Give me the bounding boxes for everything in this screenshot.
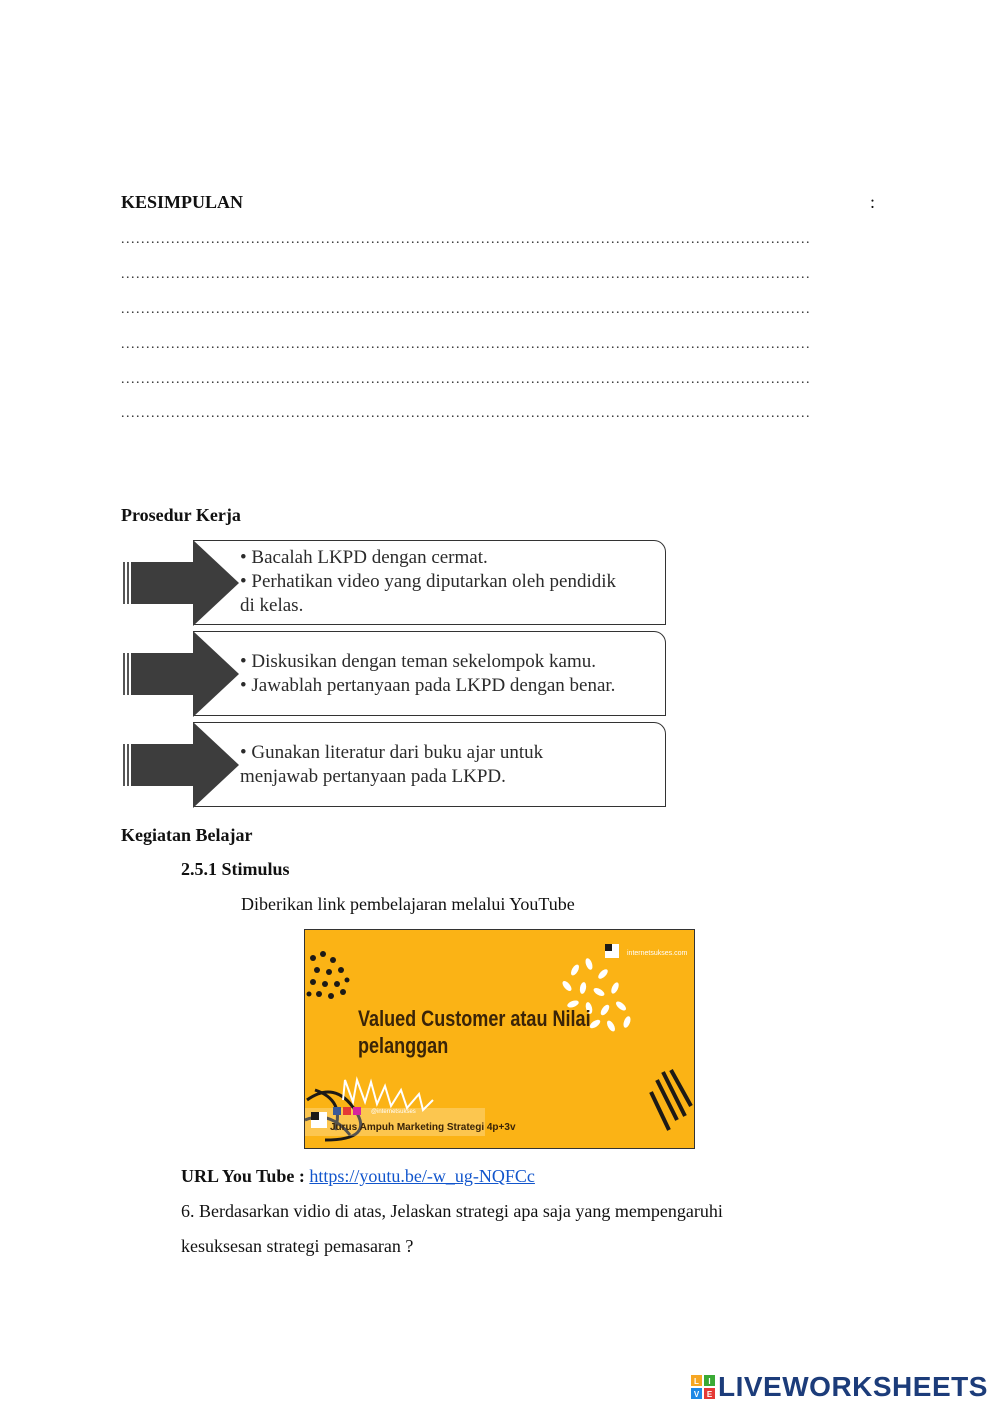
url-row	[181, 1166, 535, 1187]
procedure-step-2	[121, 631, 666, 717]
answer-line[interactable]: ..........................................................................................................................................	[121, 337, 811, 352]
answer-line[interactable]: ..........................................................................................................................................	[121, 267, 811, 282]
conclusion-heading: KESIMPULAN	[121, 192, 244, 212]
arrow-icon	[121, 722, 241, 808]
logo-text: LIVEWORKSHEETS	[718, 1371, 988, 1402]
answer-line[interactable]: ..........................................................................................................................................	[121, 406, 811, 421]
question-line-1: 6. Berdasarkan vidio di atas, Jelaskan strategi apa saja yang mempengaruhi	[181, 1201, 723, 1221]
stimulus-intro: Diberikan link pembelajaran melalui YouTube	[241, 894, 575, 914]
step-text: • Bacalah LKPD dengan cermat. • Perhatikan video yang diputarkan oleh pendidik di kelas.	[240, 547, 617, 616]
svg-text:E: E	[706, 1390, 713, 1399]
conclusion-colon: :	[870, 192, 876, 212]
answer-line[interactable]: ..........................................................................................................................................	[121, 372, 811, 387]
arrow-icon	[121, 631, 241, 717]
question-line-2: kesuksesan strategi pemasaran ?	[181, 1236, 414, 1256]
stimulus-heading: 2.5.1 Stimulus	[181, 859, 290, 879]
svg-text:V: V	[693, 1390, 700, 1399]
procedure-heading: Prosedur Kerja	[121, 505, 241, 525]
step-text: • Gunakan literatur dari buku ajar untuk menjawab pertanyaan pada LKPD.	[240, 742, 544, 787]
video-handle: @internetsukses	[371, 1109, 416, 1115]
video-title: Valued Customer atau Nilai pelanggan	[358, 1006, 591, 1058]
procedure-step-3	[121, 722, 666, 808]
video-brand: internetsukses.com	[627, 950, 688, 957]
svg-text:L: L	[694, 1377, 699, 1386]
url-label: URL You Tube :	[181, 1166, 305, 1186]
activity-heading: Kegiatan Belajar	[121, 825, 253, 845]
answer-line[interactable]: ..........................................................................................................................................	[121, 232, 811, 247]
svg-text:I: I	[708, 1377, 711, 1386]
liveworksheets-logo	[691, 1372, 988, 1402]
procedure-step-1	[121, 540, 666, 626]
arrow-icon	[121, 540, 241, 626]
answer-line[interactable]: ..........................................................................................................................................	[121, 302, 811, 317]
video-thumbnail[interactable]	[304, 929, 695, 1149]
step-text: • Diskusikan dengan teman sekelompok kamu. • Jawablah pertanyaan pada LKPD dengan benar.	[240, 651, 616, 696]
youtube-link[interactable]: https://youtu.be/-w_ug-NQFCc	[309, 1166, 535, 1186]
video-subtitle: Jurus Ampuh Marketing Strategi 4p+3v	[330, 1122, 516, 1133]
liveworksheets-icon	[691, 1375, 715, 1399]
